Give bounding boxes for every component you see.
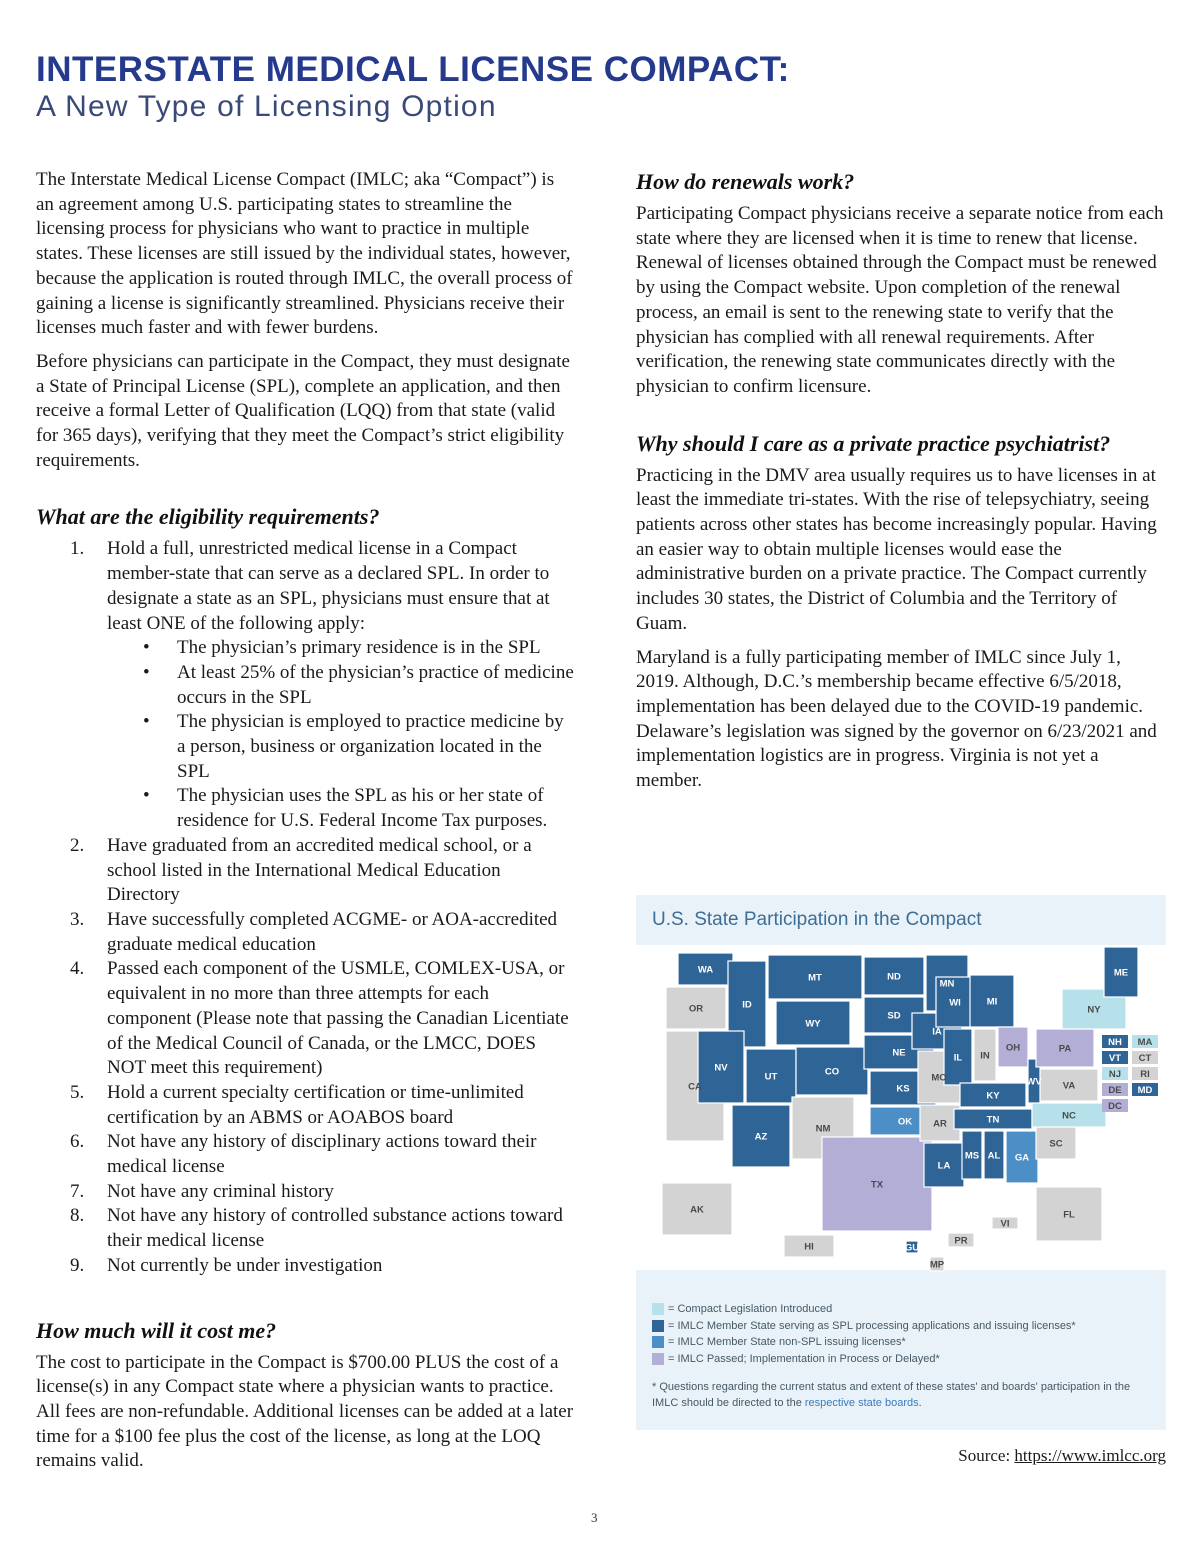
page-number: 3 [591, 1510, 598, 1525]
spl-condition-text: The physician is employed to practice medicine by a person, business or organization located in the SPL [177, 711, 564, 782]
requirement-number: 8. [70, 1205, 85, 1227]
spl-condition-text: The physician’s primary residence is in the SPL [177, 637, 541, 659]
state-label-pa: PA [1058, 1043, 1072, 1055]
state-label-nc: NC [1062, 1110, 1076, 1122]
state-label-ia: IA [932, 1026, 942, 1038]
state-label-me: ME [1113, 967, 1129, 979]
state-label-ut: UT [764, 1071, 778, 1083]
private-practice-heading: Why should I care as a private practice psychiatrist? [636, 430, 1111, 456]
ne-box-label-de: DE [1108, 1085, 1122, 1096]
eligibility-heading: What are the eligibility requirements? [36, 504, 380, 530]
ne-box-label-ct: CT [1138, 1053, 1152, 1064]
requirement-text: Have graduated from an accredited medical school, or a school listed in the International Medical Education Directory [107, 834, 532, 906]
state-label-ak: AK [690, 1204, 704, 1216]
state-label-tn: TN [986, 1114, 1000, 1126]
requirement-text: Not currently be under investigation [107, 1254, 383, 1276]
state-label-tx: TX [870, 1179, 884, 1191]
ne-box-label-md: MD [1137, 1085, 1153, 1096]
source-link[interactable]: https://www.imlcc.org [1014, 1446, 1166, 1465]
requirement-text: Not have any history of disciplinary actions toward their medical license [107, 1131, 537, 1178]
state-label-ne: NE [892, 1047, 906, 1059]
legend-item [652, 1318, 1158, 1335]
map-footnote [652, 1379, 1158, 1411]
state-label-sc: SC [1049, 1138, 1063, 1150]
requirement-number: 2. [70, 834, 85, 856]
requirement-text: Hold a full, unrestricted medical license in a Compact member-state that can serve as a declared SPL. In order to designate a state as an SPL, physicians must ensure that at least ONE of the following apply: [107, 538, 550, 634]
legend-swatch [652, 1336, 664, 1348]
source-line [958, 1446, 1166, 1466]
state-label-ks: KS [896, 1083, 910, 1095]
state-label-gu: GU [904, 1242, 920, 1254]
state-boards-link[interactable]: respective state boards [804, 1397, 919, 1409]
state-label-ar: AR [933, 1118, 947, 1130]
state-label-ga: GA [1014, 1152, 1030, 1164]
requirement-number: 6. [70, 1131, 85, 1153]
requirement-number: 7. [70, 1180, 85, 1202]
requirement-item [36, 1254, 576, 1279]
state-label-ok: OK [897, 1116, 913, 1128]
state-label-mn: MN [939, 978, 955, 990]
legend-text: = Compact Legislation Introduced [668, 1303, 833, 1316]
legend-swatch [652, 1320, 664, 1332]
state-label-fl: FL [1063, 1209, 1075, 1221]
requirement-item [36, 908, 576, 957]
footnote-end: . [918, 1397, 922, 1409]
legend-item [652, 1301, 1158, 1318]
bullet-icon: • [143, 661, 150, 683]
state-label-hi: HI [804, 1241, 814, 1253]
legend-text: = IMLC Member State non-SPL issuing licenses* [668, 1336, 906, 1349]
left-column [36, 168, 576, 1483]
state-label-wy: WY [805, 1018, 821, 1030]
requirement-number: 4. [70, 958, 85, 980]
spl-conditions-list [107, 636, 576, 834]
requirement-item [36, 1180, 576, 1205]
state-label-wv: WV [1026, 1076, 1042, 1088]
state-label-ky: KY [986, 1090, 1000, 1102]
cost-heading: How much will it cost me? [36, 1317, 277, 1343]
state-label-nv: NV [714, 1062, 728, 1074]
state-label-il: IL [953, 1052, 963, 1064]
renewals-heading: How do renewals work? [636, 169, 855, 194]
legend-item [652, 1351, 1158, 1368]
requirement-text: Hold a current specialty certification or time-unlimited certification by an ABMS or AOABOS board [107, 1081, 524, 1128]
intro-paragraph-1: The Interstate Medical License Compact (IMLC; aka “Compact”) is an agreement among U.S. participating states to streamline the licensing process for physicians who want to practice in multiple states. These licenses are still issued by the individual states, however, because the application is routed through IMLC, the overall process of gaining a license is significantly streamlined. Physicians receive their licenses much faster and with fewer burdens. [36, 169, 573, 339]
state-label-ms: MS [964, 1150, 980, 1162]
state-label-al: AL [987, 1150, 1001, 1162]
page-subtitle: A New Type of Licensing Option [36, 90, 497, 123]
private-practice-paragraph-2: Maryland is a fully participating member of IMLC since July 1, 2019. Although, D.C.’s membership became effective 6/5/2018, implementation has been delayed due to the COVID-19 pandemic. Delaware’s legislation was signed by the governor on 6/23/2021 and implementation logistics are in progress. Virginia is not yet a member. [636, 646, 1157, 792]
state-label-nm: NM [815, 1123, 831, 1135]
requirement-text: Passed each component of the USMLE, COMLEX-USA, or equivalent in no more than three attempts for each component (Please note that passing the Canadian Licentiate of the Medical Council of Canada, or the LMCC, DOES NOT meet this requirement) [107, 958, 569, 1079]
requirement-number: 9. [70, 1254, 85, 1276]
requirement-item [36, 537, 576, 833]
state-label-sd: SD [887, 1010, 901, 1022]
legend-text: = IMLC Passed; Implementation in Process or Delayed* [668, 1352, 940, 1365]
page-title: INTERSTATE MEDICAL LICENSE COMPACT: [36, 50, 790, 89]
bullet-icon: • [143, 711, 150, 733]
cost-paragraph: The cost to participate in the Compact is $700.00 PLUS the cost of a license(s) in any Compact state where a physician wants to practice. All fees are non-refundable. Additional licenses can be added at a later time for a $100 fee plus the cost of the license, as long at the LOQ remains valid. [36, 1351, 574, 1472]
right-column [636, 168, 1168, 803]
requirements-list [36, 537, 576, 1278]
requirement-text: Not have any criminal history [107, 1180, 334, 1202]
legend-swatch [652, 1353, 664, 1365]
ne-box-label-nj: NJ [1108, 1069, 1122, 1080]
renewals-paragraph: Participating Compact physicians receive a separate notice from each state where they are licensed when it is time to renew that license. Renewal of licenses obtained through the Compact must be renewed by using the Compact website. Upon completion of the renewal process, an email is sent to the renewing state to verify that the physician has complied with all renewal requirements. After verification, the renewing state communicates directly with the physician to confirm licensure. [636, 203, 1164, 397]
participation-map-figure [636, 895, 1166, 1430]
intro-paragraph-2: Before physicians can participate in the Compact, they must designate a State of Principal License (SPL), complete an application, and then receive a formal Letter of Qualification (LQQ) from that state (valid for 365 days), verifying that they meet the Compact’s strict eligibility requirements. [36, 350, 570, 471]
legend-item [652, 1334, 1158, 1351]
bullet-icon: • [143, 637, 150, 659]
spl-condition-text: The physician uses the SPL as his or her state of residence for U.S. Federal Income Tax purposes. [177, 785, 548, 832]
state-label-wa: WA [697, 964, 714, 976]
map-title: U.S. State Participation in the Compact [652, 909, 982, 930]
state-label-wi: WI [949, 997, 961, 1009]
state-label-ny: NY [1087, 1004, 1101, 1016]
state-label-oh: OH [1005, 1042, 1021, 1054]
state-label-mo: MO [931, 1072, 947, 1084]
state-label-pr: PR [954, 1235, 968, 1247]
map-legend [652, 1301, 1158, 1411]
spl-condition-item [107, 784, 576, 833]
legend-text: = IMLC Member State serving as SPL processing applications and issuing licenses* [668, 1319, 1076, 1332]
ne-box-label-vt: VT [1108, 1053, 1122, 1064]
requirement-item [36, 1130, 576, 1179]
requirement-number: 3. [70, 908, 85, 930]
ne-box-label-ma: MA [1137, 1037, 1153, 1048]
state-label-az: AZ [754, 1131, 768, 1143]
requirement-text: Have successfully completed ACGME- or AOA-accredited graduate medical education [107, 908, 558, 955]
spl-condition-text: At least 25% of the physician’s practice of medicine occurs in the SPL [177, 661, 574, 708]
state-label-in: IN [980, 1050, 990, 1062]
spl-condition-item [107, 710, 576, 784]
source-label: Source: [958, 1446, 1011, 1465]
state-label-mt: MT [808, 972, 822, 984]
requirement-item [36, 1204, 576, 1253]
requirement-item [36, 834, 576, 908]
state-label-la: LA [937, 1160, 951, 1172]
requirement-number: 1. [70, 538, 85, 560]
state-label-ca: CA [688, 1081, 702, 1093]
ne-box-label-dc: DC [1108, 1101, 1122, 1112]
requirement-number: 5. [70, 1081, 85, 1103]
footnote-text: * Questions regarding the current status and extent of these states' and boards' participation in the IMLC should be directed to the [652, 1381, 1131, 1409]
state-label-vi: VI [1000, 1218, 1010, 1230]
ne-box-label-nh: NH [1108, 1037, 1122, 1048]
state-label-va: VA [1062, 1080, 1076, 1092]
requirement-text: Not have any history of controlled substance actions toward their medical license [107, 1205, 563, 1252]
ne-box-label-ri: RI [1140, 1069, 1150, 1080]
state-label-nd: ND [887, 971, 901, 983]
state-label-id: ID [742, 999, 752, 1011]
private-practice-paragraph-1: Practicing in the DMV area usually requires us to have licenses in at least the immediate tri-states. With the rise of telepsychiatry, seeing patients across other states has become increasingly popular. Having an easier way to obtain multiple licenses would ease the administrative burden on a private practice. The Compact currently includes 30 states, the District of Columbia and the Territory of Guam. [636, 464, 1157, 634]
state-label-mp: MP [929, 1259, 945, 1271]
state-label-co: CO [824, 1066, 840, 1078]
state-label-mi: MI [986, 996, 998, 1008]
legend-swatch [652, 1303, 664, 1315]
spl-condition-item [107, 636, 576, 661]
state-label-or: OR [688, 1003, 704, 1015]
requirement-item [36, 1081, 576, 1130]
us-participation-map [636, 895, 1166, 1295]
spl-condition-item [107, 661, 576, 710]
bullet-icon: • [143, 785, 150, 807]
requirement-item [36, 957, 576, 1081]
